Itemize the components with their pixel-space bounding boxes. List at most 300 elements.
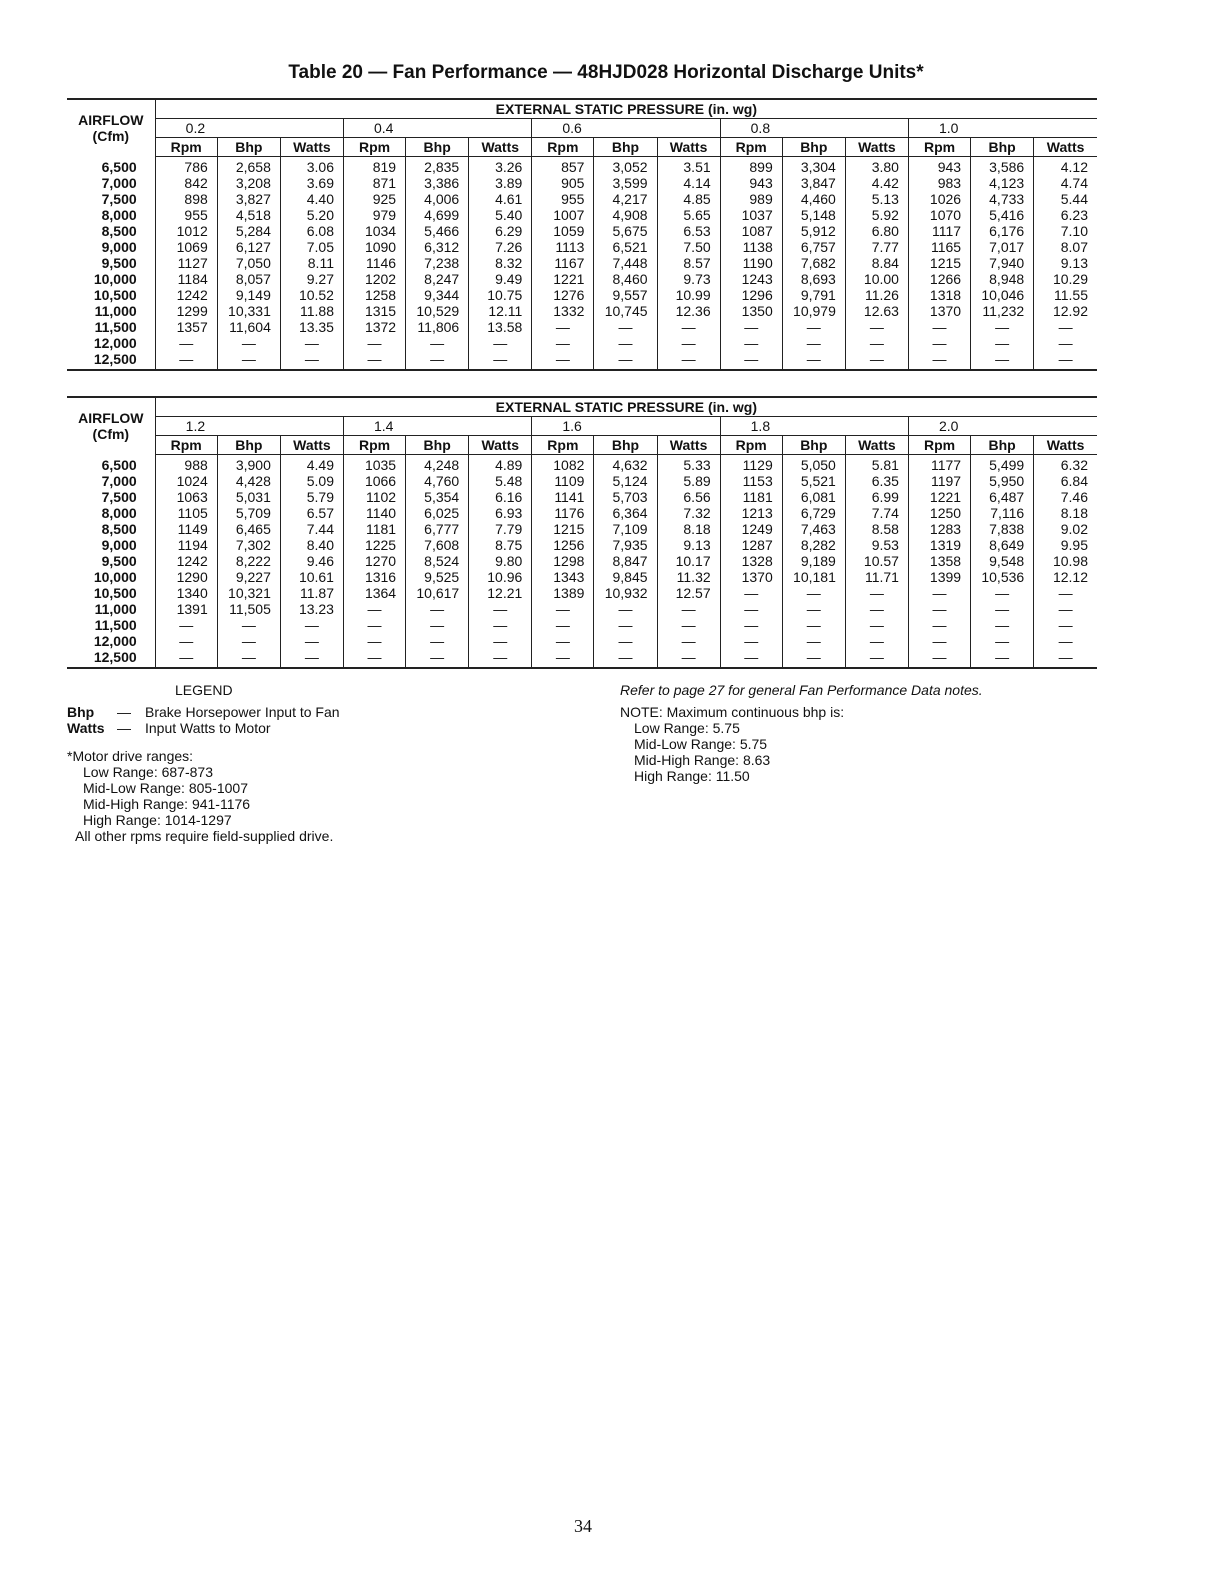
column-header-rpm: Rpm [155, 138, 217, 157]
pressure-header: 1.8 [720, 417, 908, 436]
table-title: Table 20 — Fan Performance — 48HJD028 Horizontal Discharge Units* [288, 62, 924, 83]
table-cell: — [657, 617, 720, 633]
table-cell: 13.58 [469, 319, 532, 335]
airflow-header-line: AIRFLOW [78, 112, 144, 129]
pressure-header: 1.0 [908, 119, 1097, 138]
table-cell: — [971, 601, 1034, 617]
column-header-bhp: Bhp [782, 138, 845, 157]
table-cell: — [1058, 335, 1073, 351]
column-header-bhp: Bhp [406, 436, 469, 455]
external-static-pressure-header: EXTERNAL STATIC PRESSURE (in. wg) [155, 99, 1097, 119]
legend-separator: — [117, 704, 131, 720]
table-cell: — [782, 335, 845, 351]
table-cell: 4,460 [782, 191, 845, 207]
airflow-value: 10,500 [67, 585, 155, 601]
table-cell: — [280, 633, 343, 649]
table-cell: — [343, 335, 405, 351]
table-cell: 1270 [343, 553, 405, 569]
table-cell: 6.29 [469, 223, 532, 239]
motor-range: High Range: 1014-1297 [83, 812, 232, 828]
table-cell: — [406, 649, 469, 668]
table-cell: — [594, 335, 657, 351]
table-cell: — [532, 335, 594, 351]
table-cell: — [845, 335, 908, 351]
legend-term: Watts [67, 720, 105, 736]
table-cell: 1197 [908, 473, 970, 489]
airflow-value: 7,000 [67, 473, 155, 489]
table-cell: 7.79 [469, 521, 532, 537]
airflow-value: 10,500 [67, 287, 155, 303]
table-cell: 8,948 [971, 271, 1034, 287]
table-cell: 3,208 [217, 175, 280, 191]
table-cell: — [971, 633, 1034, 649]
table-row [67, 585, 1097, 601]
table-cell: — [217, 351, 280, 370]
table-cell: — [217, 617, 280, 633]
table-cell: — [782, 585, 845, 601]
table-cell: 11.71 [845, 569, 908, 585]
table-cell: 5.79 [280, 489, 343, 505]
table-cell: 1242 [155, 287, 217, 303]
table-cell: 10,617 [406, 585, 469, 601]
table-cell: 898 [155, 191, 217, 207]
table-cell: — [782, 351, 845, 370]
table-cell: — [908, 617, 970, 633]
table-cell: — [1058, 319, 1073, 335]
table-cell: — [908, 351, 970, 370]
column-header-watts: Watts [657, 138, 720, 157]
table-cell: 10.99 [657, 287, 720, 303]
table-cell: 6,487 [971, 489, 1034, 505]
table-cell: 5.89 [657, 473, 720, 489]
legend-title: LEGEND [175, 682, 233, 698]
airflow-value: 8,000 [67, 207, 155, 223]
airflow-value: 11,000 [67, 303, 155, 319]
table-cell: 9.73 [657, 271, 720, 287]
table-cell: — [469, 633, 532, 649]
airflow-value: 12,500 [67, 649, 155, 668]
table-row [67, 223, 1097, 239]
table-cell: 10,181 [782, 569, 845, 585]
table-cell: 1221 [532, 271, 594, 287]
pressure-header: 2.0 [908, 417, 1097, 436]
table-cell: 4.49 [280, 455, 343, 474]
table-cell: — [782, 617, 845, 633]
table-cell: — [469, 649, 532, 668]
table-cell: 842 [155, 175, 217, 191]
table-cell: 10,321 [217, 585, 280, 601]
note-item: Mid-High Range: 8.63 [634, 752, 771, 768]
table-cell: 6,729 [782, 505, 845, 521]
table-cell: 10.17 [657, 553, 720, 569]
table-cell: 5,050 [782, 455, 845, 474]
table-cell: — [594, 633, 657, 649]
table-cell: — [1058, 617, 1073, 633]
table-cell: 1318 [908, 287, 970, 303]
motor-range: Mid-Low Range: 805-1007 [83, 780, 248, 796]
table-cell: 1299 [155, 303, 217, 319]
table-cell: 10.61 [280, 569, 343, 585]
table-cell: 9.49 [469, 271, 532, 287]
legend-definition: Brake Horsepower Input to Fan [145, 704, 340, 720]
table-cell: 4.42 [845, 175, 908, 191]
table-cell: 6,127 [217, 239, 280, 255]
table-cell: 7.77 [845, 239, 908, 255]
table-cell: 3.80 [845, 157, 908, 176]
table-cell: 7.46 [1060, 489, 1088, 505]
table-cell: 1258 [343, 287, 405, 303]
table-cell: 1350 [720, 303, 782, 319]
table-cell: 7.10 [1060, 223, 1088, 239]
table-cell: — [280, 351, 343, 370]
table-cell: — [406, 601, 469, 617]
table-row [67, 537, 1097, 553]
table-cell: — [1058, 351, 1073, 367]
table-cell: — [594, 319, 657, 335]
table-cell: — [720, 351, 782, 370]
table-cell: 11,604 [217, 319, 280, 335]
table-cell: — [908, 335, 970, 351]
table-cell: 1296 [720, 287, 782, 303]
table-cell: — [657, 601, 720, 617]
table-cell: 955 [155, 207, 217, 223]
table-cell: 989 [720, 191, 782, 207]
table-cell: 9,557 [594, 287, 657, 303]
table-cell: 3,900 [217, 455, 280, 474]
table-cell: — [343, 351, 405, 370]
table-cell: 3.26 [469, 157, 532, 176]
table-cell: — [406, 335, 469, 351]
table-cell: 9.02 [1060, 521, 1088, 537]
table-cell: 10,932 [594, 585, 657, 601]
table-cell: 4.14 [657, 175, 720, 191]
table-cell: — [594, 617, 657, 633]
table-cell: 1242 [155, 553, 217, 569]
table-cell: 979 [343, 207, 405, 223]
table-cell: 12.63 [845, 303, 908, 319]
airflow-value: 7,500 [67, 489, 155, 505]
table-cell: — [720, 585, 782, 601]
table-cell: 5,912 [782, 223, 845, 239]
table-cell: — [532, 633, 594, 649]
table-cell: 925 [343, 191, 405, 207]
table-cell: 1332 [532, 303, 594, 319]
table-cell: 10.00 [845, 271, 908, 287]
table-cell: 6.35 [845, 473, 908, 489]
table-cell: — [469, 617, 532, 633]
table-cell: — [845, 649, 908, 668]
table-row [67, 473, 1097, 489]
table-cell: 7,838 [971, 521, 1034, 537]
table-cell: 7,109 [594, 521, 657, 537]
note-item: High Range: 11.50 [634, 768, 750, 784]
table-cell: — [971, 617, 1034, 633]
table-cell: 9.95 [1060, 537, 1088, 553]
table-cell: 1181 [720, 489, 782, 505]
table-cell: — [971, 335, 1034, 351]
column-header-rpm: Rpm [720, 138, 782, 157]
table-cell: 3,847 [782, 175, 845, 191]
table-cell: 7.50 [657, 239, 720, 255]
table-cell: — [532, 319, 594, 335]
table-cell: 10.98 [1052, 553, 1088, 569]
column-header-rpm: Rpm [908, 138, 970, 157]
table-cell: 4,428 [217, 473, 280, 489]
airflow-value: 6,500 [67, 455, 155, 474]
table-cell: 8.32 [469, 255, 532, 271]
table-cell: 7,017 [971, 239, 1034, 255]
table-cell: — [280, 335, 343, 351]
table-cell: 5,499 [971, 455, 1034, 474]
table-cell: 1176 [532, 505, 594, 521]
table-cell: 7,050 [217, 255, 280, 271]
table-cell: 3.06 [280, 157, 343, 176]
table-cell: 8.11 [280, 255, 343, 271]
table-cell: 6.08 [280, 223, 343, 239]
table-cell: 1343 [532, 569, 594, 585]
table-cell: — [217, 633, 280, 649]
table-cell: — [845, 601, 908, 617]
table-cell: 1266 [908, 271, 970, 287]
table-cell: 7,116 [971, 505, 1034, 521]
table-cell: 5.09 [280, 473, 343, 489]
refer-note: Refer to page 27 for general Fan Performance Data notes. [620, 682, 983, 698]
table-cell: 5.20 [280, 207, 343, 223]
table-cell: 4,006 [406, 191, 469, 207]
table-cell: 8,282 [782, 537, 845, 553]
table-cell: 4,518 [217, 207, 280, 223]
table-cell: 9.46 [280, 553, 343, 569]
column-header-watts: Watts [1034, 138, 1097, 157]
table-cell: — [155, 617, 217, 633]
table-cell: — [720, 633, 782, 649]
table-cell: 5.44 [1060, 191, 1088, 207]
fan-performance-table-high-pressure [67, 396, 1097, 669]
table-cell: 5,354 [406, 489, 469, 505]
table-cell: 9,149 [217, 287, 280, 303]
table-cell: 9.80 [469, 553, 532, 569]
table-cell: — [782, 649, 845, 668]
table-cell: — [720, 335, 782, 351]
column-header-watts: Watts [280, 138, 343, 157]
table-cell: 905 [532, 175, 594, 191]
table-cell: 6,025 [406, 505, 469, 521]
table-cell: 5,148 [782, 207, 845, 223]
table-row [67, 335, 1097, 351]
table-cell: — [532, 617, 594, 633]
table-cell: 7,238 [406, 255, 469, 271]
table-cell: 6.99 [845, 489, 908, 505]
table-cell: 1138 [720, 239, 782, 255]
table-cell: 8.58 [845, 521, 908, 537]
table-cell: 1283 [908, 521, 970, 537]
table-cell: 12.36 [657, 303, 720, 319]
airflow-value: 11,500 [67, 319, 155, 335]
table-cell: 6.80 [845, 223, 908, 239]
table-cell: 1066 [343, 473, 405, 489]
column-header-rpm: Rpm [720, 436, 782, 455]
table-cell: 1090 [343, 239, 405, 255]
table-cell: — [343, 649, 405, 668]
table-cell: 899 [720, 157, 782, 176]
airflow-value: 9,000 [67, 537, 155, 553]
table-cell: 9,189 [782, 553, 845, 569]
column-header-watts: Watts [657, 436, 720, 455]
airflow-value: 10,000 [67, 271, 155, 287]
table-cell: — [971, 649, 1034, 668]
table-cell: 8.75 [469, 537, 532, 553]
table-cell: — [971, 319, 1034, 335]
pressure-header: 0.6 [532, 119, 720, 138]
table-cell: 1165 [908, 239, 970, 255]
table-cell: 5.48 [469, 473, 532, 489]
table-cell: 6.16 [469, 489, 532, 505]
table-cell: — [845, 633, 908, 649]
table-cell: 1024 [155, 473, 217, 489]
table-row [67, 319, 1097, 335]
table-cell: 6,176 [971, 223, 1034, 239]
motor-heading: *Motor drive ranges: [67, 748, 194, 764]
table-cell: 6.84 [1060, 473, 1088, 489]
motor-range: Mid-High Range: 941-1176 [83, 796, 251, 812]
table-cell: 1290 [155, 569, 217, 585]
table-cell: 1105 [155, 505, 217, 521]
table-cell: — [720, 649, 782, 668]
table-cell: — [532, 649, 594, 668]
table-cell: 6.53 [657, 223, 720, 239]
table-row [67, 239, 1097, 255]
table-cell: 3,052 [594, 157, 657, 176]
table-cell: 1113 [532, 239, 594, 255]
table-cell: 1364 [343, 585, 405, 601]
column-header-bhp: Bhp [594, 138, 657, 157]
table-cell: 1370 [908, 303, 970, 319]
table-cell: — [155, 335, 217, 351]
table-cell: 7.26 [469, 239, 532, 255]
table-cell: 955 [532, 191, 594, 207]
table-cell: 1298 [532, 553, 594, 569]
note-item: Low Range: 5.75 [634, 720, 740, 736]
pressure-header: 0.4 [343, 119, 531, 138]
table-cell: — [469, 335, 532, 351]
column-header-watts: Watts [469, 436, 532, 455]
motor-footer: All other rpms require field-supplied drive. [75, 828, 334, 844]
table-cell: 8,460 [594, 271, 657, 287]
table-cell: 13.35 [280, 319, 343, 335]
table-cell: 11,806 [406, 319, 469, 335]
table-cell: 4,908 [594, 207, 657, 223]
table-cell: 9,845 [594, 569, 657, 585]
table-cell: 4,733 [971, 191, 1034, 207]
pressure-header: 0.2 [155, 119, 343, 138]
motor-range: Low Range: 687-873 [83, 764, 213, 780]
table-cell: — [657, 649, 720, 668]
table-cell: 3,586 [971, 157, 1034, 176]
table-cell: 10,529 [406, 303, 469, 319]
table-cell: 1007 [532, 207, 594, 223]
table-cell: 7,448 [594, 255, 657, 271]
table-cell: — [782, 633, 845, 649]
table-cell: 12.57 [657, 585, 720, 601]
table-cell: 5,031 [217, 489, 280, 505]
table-cell: 1328 [720, 553, 782, 569]
table-cell: — [657, 633, 720, 649]
table-cell: 1034 [343, 223, 405, 239]
table-row [67, 617, 1097, 633]
legend-separator: — [117, 720, 131, 736]
table-cell: 1315 [343, 303, 405, 319]
table-cell: 1399 [908, 569, 970, 585]
table-row [67, 633, 1097, 649]
airflow-value: 6,500 [67, 157, 155, 176]
table-cell: 1250 [908, 505, 970, 521]
table-cell: 8,649 [971, 537, 1034, 553]
table-cell: 6,081 [782, 489, 845, 505]
table-cell: 7,463 [782, 521, 845, 537]
table-cell: 1141 [532, 489, 594, 505]
pressure-header: 1.4 [343, 417, 531, 436]
table-cell: 6,364 [594, 505, 657, 521]
table-cell: 4.61 [469, 191, 532, 207]
column-header-watts: Watts [1034, 436, 1097, 455]
pressure-header: 0.8 [720, 119, 908, 138]
table-cell: 8,693 [782, 271, 845, 287]
table-cell: 5,416 [971, 207, 1034, 223]
airflow-value: 10,000 [67, 569, 155, 585]
table-cell: — [845, 585, 908, 601]
table-cell: 1249 [720, 521, 782, 537]
table-cell: 5.92 [845, 207, 908, 223]
table-cell: 1012 [155, 223, 217, 239]
table-cell: — [217, 649, 280, 668]
table-cell: 1153 [720, 473, 782, 489]
table-cell: 4,699 [406, 207, 469, 223]
table-cell: 5,709 [217, 505, 280, 521]
table-cell: 6.93 [469, 505, 532, 521]
airflow-header-unit: (Cfm) [92, 128, 130, 145]
table-cell: 4,248 [406, 455, 469, 474]
table-cell: 12.92 [1052, 303, 1088, 319]
table-row [67, 601, 1097, 617]
table-cell: 13.23 [280, 601, 343, 617]
table-cell: — [971, 351, 1034, 370]
table-cell: — [469, 351, 532, 370]
table-cell: 871 [343, 175, 405, 191]
table-cell: 1372 [343, 319, 405, 335]
table-cell: 11,232 [971, 303, 1034, 319]
table-cell: — [971, 585, 1034, 601]
table-cell: 4,760 [406, 473, 469, 489]
column-header-watts: Watts [845, 138, 908, 157]
table-cell: 1358 [908, 553, 970, 569]
table-cell: 12.11 [469, 303, 532, 319]
note-item: Mid-Low Range: 5.75 [634, 736, 768, 752]
airflow-value: 8,000 [67, 505, 155, 521]
table-cell: 4.89 [469, 455, 532, 474]
table-row [67, 191, 1097, 207]
pressure-header: 1.6 [532, 417, 720, 436]
column-header-bhp: Bhp [406, 138, 469, 157]
table-cell: 1102 [343, 489, 405, 505]
table-cell: — [155, 649, 217, 668]
table-cell: 1202 [343, 271, 405, 287]
table-cell: 11.26 [845, 287, 908, 303]
table-cell: — [594, 351, 657, 370]
table-cell: 1194 [155, 537, 217, 553]
table-cell: — [280, 617, 343, 633]
table-cell: — [217, 335, 280, 351]
table-cell: 1391 [155, 601, 217, 617]
